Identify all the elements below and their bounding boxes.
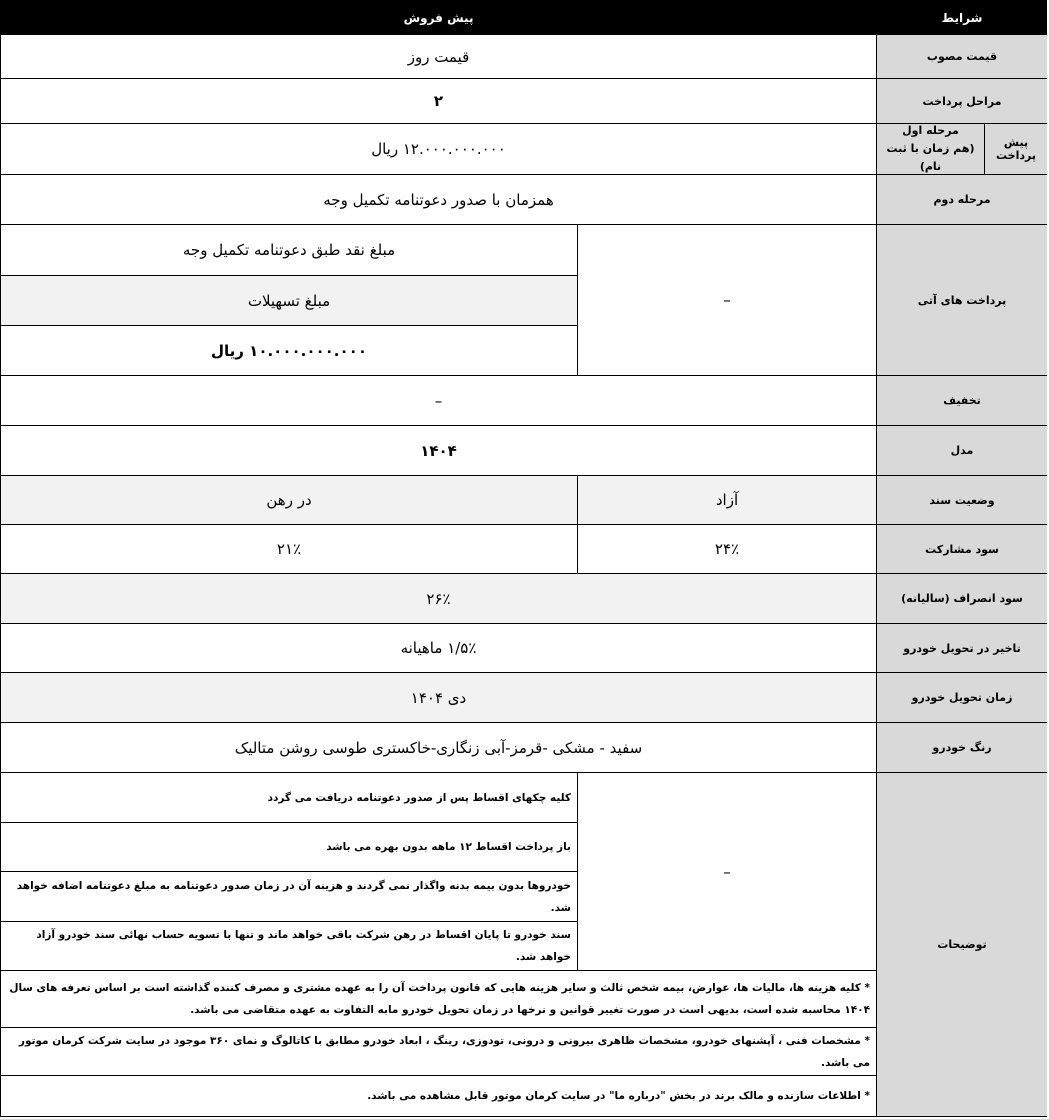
discount-value: – [1,376,877,426]
future-payments-label: پرداخت های آتی [877,225,1047,376]
prepayment-stage-note: (هم زمان با ثبت نام) [886,142,975,173]
approved-price-label: قیمت مصوب [877,35,1047,79]
document-status-label: وضعیت سند [877,476,1047,525]
car-color-value: سفید - مشکی -قرمز-آبی زنگاری-خاکستری طوسی روشن متالیک [1,723,877,773]
note-general-3: * اطلاعات سازنده و مالک برند در بخش "درباره ما" در سایت کرمان موتور قابل مشاهده می باشد. [1,1076,877,1116]
prepayment-stage-label: مرحله اول (هم زمان با ثبت نام) [877,124,985,175]
header-pre-sale: پیش فروش [1,1,877,35]
approved-price-value: قیمت روز [1,35,877,79]
document-status-free: آزاد [578,476,877,525]
discount-label: تخفیف [877,376,1047,426]
model-value: ۱۴۰۴ [1,426,877,476]
future-payments-loan-label: مبلغ تسهیلات [1,276,578,326]
second-stage-value: همزمان با صدور دعوتنامه تکمیل وجه [1,175,877,225]
model-label: مدل [877,426,1047,476]
cancellation-profit-value: ۲۶٪ [1,574,877,624]
note-general-2: * مشخصات فنی ، آپشنهای خودرو، مشخصات ظاهری بیرونی و درونی، تودوزی، رینگ ، ابعاد خودرو مطابق با کاتالوگ و نمای ۳۶۰ موجود در سایت شرکت کرمان موتور می باشد. [1,1028,877,1076]
notes-dash: – [578,773,877,971]
prepayment-value: ۱۲.۰۰۰.۰۰۰.۰۰۰ ریال [1,124,877,175]
future-payments-loan-value: ۱۰.۰۰۰.۰۰۰.۰۰۰ ریال [1,326,578,376]
notes-label: توضیحات [877,773,1047,1116]
prepayment-label: پیش پرداخت [985,124,1047,175]
note-item-2: باز پرداخت اقساط ۱۲ ماهه بدون بهره می باشد [1,823,578,872]
document-status-mortgaged: در رهن [1,476,578,525]
header-conditions: شرایط [877,1,1047,35]
partnership-profit-label: سود مشارکت [877,525,1047,574]
future-payments-cash: مبلغ نقد طبق دعوتنامه تکمیل وجه [1,225,578,276]
delivery-time-value: دی ۱۴۰۴ [1,673,877,723]
payment-stages-label: مراحل پرداخت [877,79,1047,124]
note-item-4: سند خودرو تا پایان اقساط در رهن شرکت باقی خواهد ماند و تنها با تسویه حساب نهائی سند خودرو آزاد خواهد شد. [1,922,578,971]
note-item-1: کلیه چکهای اقساط پس از صدور دعوتنامه دریافت می گردد [1,773,578,823]
partnership-profit-mortgaged: ۲۱٪ [1,525,578,574]
second-stage-label: مرحله دوم [877,175,1047,225]
future-payments-dash: – [578,225,877,376]
payment-stages-value: ۲ [1,79,877,124]
note-item-3: خودروها بدون بیمه بدنه واگذار نمی گردند و هزینه آن در زمان صدور دعوتنامه به مبلغ دعوتنامه اضافه خواهد شد. [1,872,578,922]
delivery-delay-label: تاخیر در تحویل خودرو [877,624,1047,673]
note-general-1: * کلیه هزینه ها، مالیات ها، عوارض، بیمه شخص ثالث و سایر هزینه هایی که قانون پرداخت آن را به عهده مشتری و مصرف کننده گذاشته است بر اساس تعرفه های سال ۱۴۰۴ محاسبه شده است، بدیهی است در صورت تغییر قوانین و نرخها در زمان تحویل خودرو مابه التفاوت به عهده متقاضی می باشد. [1,971,877,1028]
delivery-delay-value: ۱/۵٪ ماهیانه [1,624,877,673]
car-color-label: رنگ خودرو [877,723,1047,773]
cancellation-profit-label: سود انصراف (سالیانه) [877,574,1047,624]
delivery-time-label: زمان تحویل خودرو [877,673,1047,723]
partnership-profit-free: ۲۴٪ [578,525,877,574]
